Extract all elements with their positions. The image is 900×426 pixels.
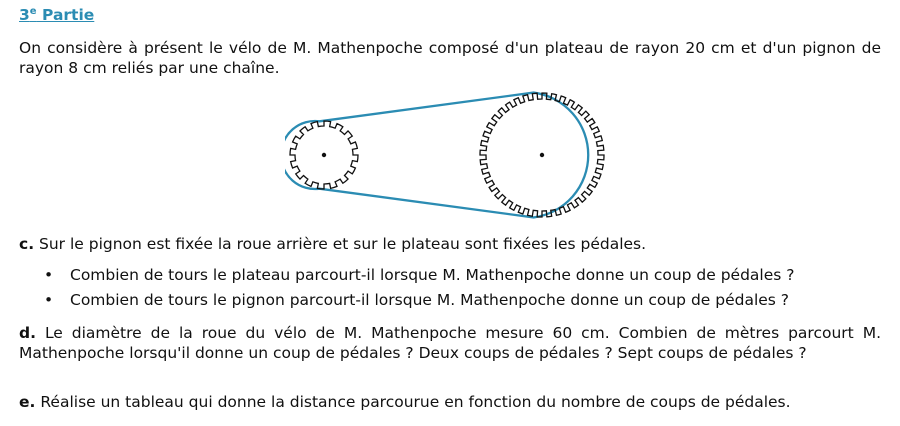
question-e (19, 392, 881, 412)
bullet-icon: • (44, 266, 54, 284)
bullet-icon: • (44, 291, 54, 309)
question-d-label: d. (19, 324, 36, 342)
question-d-text: Le diamètre de la roue du vélo de M. Mathenpoche mesure 60 cm. Combien de mètres parcourt M. Mathenpoche lorsqu'il donne un coup de pédales ? Deux coups de pédales ? Sept coups de pédales ? (19, 324, 881, 362)
section-ordinal-suffix: e (29, 6, 37, 17)
bullet-text: Combien de tours le pignon parcourt-il lorsque M. Mathenpoche donne un coup de pédales ? (70, 291, 790, 309)
question-c-text: Sur le pignon est fixée la roue arrière et sur le plateau sont fixées les pédales. (39, 235, 647, 253)
section-title: Partie (42, 6, 95, 25)
question-e-text: Réalise un tableau qui donne la distance parcourue en fonction du nombre de coups de pédales. (40, 393, 791, 411)
question-c-label: c. (19, 235, 35, 253)
intro-paragraph: On considère à présent le vélo de M. Mathenpoche composé d'un plateau de rayon 20 cm et d'un pignon de rayon 8 cm reliés par une chaîne. (19, 39, 881, 77)
section-number: 3 (19, 6, 30, 25)
pignon-center-dot (322, 153, 326, 157)
plateau-center-dot (540, 153, 544, 157)
question-e-label: e. (19, 393, 36, 411)
chain-drive-diagram (285, 84, 615, 226)
section-heading (19, 6, 94, 24)
bullet-text: Combien de tours le plateau parcourt-il lorsque M. Mathenpoche donne un coup de pédales ? (70, 266, 795, 284)
question-c (19, 234, 881, 254)
question-d (19, 323, 881, 363)
